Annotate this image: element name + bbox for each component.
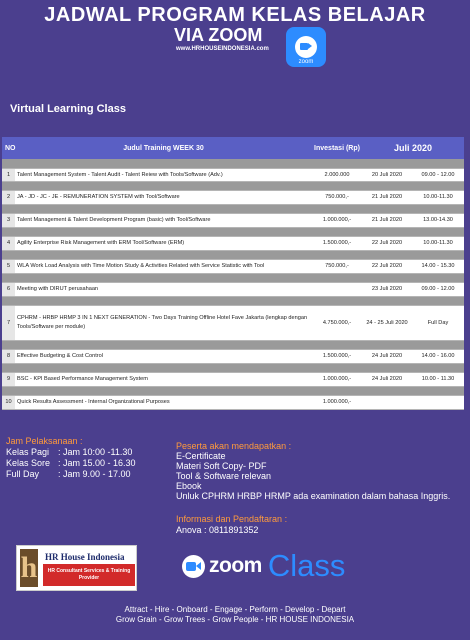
cell-time: Full Day bbox=[412, 305, 464, 340]
cell-title: BSC - KPI Based Performance Management System bbox=[15, 372, 312, 386]
table-row bbox=[2, 305, 464, 340]
hours-item bbox=[6, 447, 136, 458]
website-link[interactable]: www.HRHOUSEINDONESIA.com bbox=[176, 46, 269, 52]
table-row bbox=[2, 282, 464, 296]
cell-investasi: 4.750.000,- bbox=[312, 305, 362, 340]
table-row bbox=[2, 168, 464, 181]
cell-time: 09.00 - 12.00 bbox=[412, 168, 464, 181]
table-row bbox=[2, 236, 464, 250]
hr-logo-name: HR House Indonesia bbox=[45, 552, 125, 562]
page-title-line2: VIA ZOOM bbox=[174, 25, 263, 45]
cell-investasi: 1.500.000,- bbox=[312, 236, 362, 250]
col-header-title: Judul Training WEEK 30 bbox=[15, 137, 312, 159]
cell-date: 24 Juli 2020 bbox=[362, 349, 412, 363]
cell-title: CPHRM - HRBP HRMP 3 IN 1 NEXT GENERATION - Two Days Training Offline Hotel Fave Jakarta (lengkap dengan Tools/Software per module) bbox=[15, 305, 312, 340]
cell-title: Effective Budgeting & Cost Control bbox=[15, 349, 312, 363]
hr-house-logo bbox=[16, 545, 137, 591]
cell-investasi: 1.500.000,- bbox=[312, 349, 362, 363]
cell-time: 10.00-11.30 bbox=[412, 190, 464, 204]
benefit-item: Unluk CPHRM HRBP HRMP ada examination dalam bahasa Inggris. bbox=[176, 491, 451, 501]
cell-investasi: 1.000.000,- bbox=[312, 372, 362, 386]
table-row bbox=[2, 190, 464, 204]
cell-investasi bbox=[312, 282, 362, 296]
registration-info bbox=[176, 514, 287, 536]
footer bbox=[0, 605, 470, 625]
hours-item bbox=[6, 469, 136, 480]
cell-title: Talent Management System - Talent Audit - Talent Reiew with Tools/Software (Adv.) bbox=[15, 168, 312, 181]
cell-title: Agility Enterprise Risk Management with ERM Tool/Software (ERM) bbox=[15, 236, 312, 250]
hours-value: : Jam 10:00 -11.30 bbox=[58, 447, 133, 457]
zoom-app-icon bbox=[286, 27, 326, 67]
section-subtitle: Virtual Learning Class bbox=[10, 103, 126, 115]
cell-no: 7 bbox=[2, 305, 15, 340]
cell-title: Meeting with DIRUT perusahaan bbox=[15, 282, 312, 296]
cell-title: Quick Results Assessment - Internal Organizational Purposes bbox=[15, 395, 312, 409]
cell-title: Talent Management & Talent Development Program (basic) with Tool/Software bbox=[15, 213, 312, 227]
cell-title: WLA Work Load Analysis with Time Motion Study & Activities Related with Service Statistic with Tool bbox=[15, 259, 312, 273]
cell-date: 22 Juli 2020 bbox=[362, 259, 412, 273]
benefits-heading: Peserta akan mendapatkan : bbox=[176, 441, 292, 451]
col-header-investasi: Investasi (Rp) bbox=[312, 137, 362, 159]
cell-investasi: 1.000.000,- bbox=[312, 213, 362, 227]
footer-line1: Attract - Hire - Onboard - Engage - Perform - Develop - Depart bbox=[124, 605, 346, 614]
cell-no: 4 bbox=[2, 236, 15, 250]
cell-date: 24 - 25 Juli 2020 bbox=[362, 305, 412, 340]
cell-date: 22 Juli 2020 bbox=[362, 236, 412, 250]
table-row bbox=[2, 395, 464, 409]
page-title: JADWAL PROGRAM KELAS BELAJAR bbox=[44, 4, 426, 26]
hr-logo-letter: h bbox=[20, 549, 38, 587]
cell-date: 20 Juli 2020 bbox=[362, 168, 412, 181]
table-row bbox=[2, 349, 464, 363]
cell-investasi: 750.000,- bbox=[312, 190, 362, 204]
hours-label: Kelas Sore bbox=[6, 458, 51, 468]
table-row bbox=[2, 259, 464, 273]
benefit-item: Materi Soft Copy- PDF bbox=[176, 461, 267, 471]
cell-date: 21 Juli 2020 bbox=[362, 190, 412, 204]
cell-investasi: 2.000.000 bbox=[312, 168, 362, 181]
cell-no: 6 bbox=[2, 282, 15, 296]
hr-logo-tagline: HR Consultant Services & Training Provider bbox=[43, 564, 135, 586]
hours-value: : Jam 15.00 - 16.30 bbox=[58, 458, 136, 468]
table-header-row bbox=[2, 137, 464, 159]
cell-date: 23 Juli 2020 bbox=[362, 282, 412, 296]
cell-no: 1 bbox=[2, 168, 15, 181]
hours-label: Kelas Pagi bbox=[6, 447, 50, 457]
schedule-table bbox=[2, 137, 464, 410]
cell-no: 5 bbox=[2, 259, 15, 273]
benefits-section bbox=[176, 441, 450, 501]
cell-no: 3 bbox=[2, 213, 15, 227]
video-camera-icon bbox=[295, 36, 317, 58]
benefit-item: Ebook bbox=[176, 481, 202, 491]
zoom-wordmark: zoom bbox=[209, 554, 262, 577]
cell-no: 10 bbox=[2, 395, 15, 409]
cell-no: 9 bbox=[2, 372, 15, 386]
table-row bbox=[2, 372, 464, 386]
cell-time bbox=[412, 395, 464, 409]
schedule-hours-heading: Jam Pelaksanaan : bbox=[6, 436, 83, 446]
cell-title: JA - JD - JC - JE - REMUNERATION SYSTEM with Tool/Software bbox=[15, 190, 312, 204]
hours-value: : Jam 9.00 - 17.00 bbox=[58, 469, 131, 479]
cell-date: 21 Juli 2020 bbox=[362, 213, 412, 227]
cell-time: 14.00 - 15.30 bbox=[412, 259, 464, 273]
cell-time: 09.00 - 12.00 bbox=[412, 282, 464, 296]
benefit-item: Tool & Software relevan bbox=[176, 471, 272, 481]
contact-phone[interactable]: Anova : 0811891352 bbox=[176, 525, 259, 535]
zoom-camera-icon bbox=[182, 555, 205, 578]
col-header-month: Juli 2020 bbox=[362, 137, 464, 159]
registration-heading: Informasi dan Pendaftaran : bbox=[176, 514, 288, 524]
zoom-class-logo bbox=[182, 548, 345, 584]
cell-no: 8 bbox=[2, 349, 15, 363]
cell-investasi: 750.000,- bbox=[312, 259, 362, 273]
col-header-no: NO bbox=[2, 137, 15, 159]
class-wordmark: Class bbox=[267, 548, 346, 583]
schedule-hours bbox=[6, 436, 136, 480]
hours-item bbox=[6, 458, 136, 469]
cell-investasi: 1.000.000,- bbox=[312, 395, 362, 409]
hours-label: Full Day bbox=[6, 469, 40, 479]
cell-date: 24 Juli 2020 bbox=[362, 372, 412, 386]
benefit-item: E-Certificate bbox=[176, 451, 226, 461]
zoom-badge-label: zoom bbox=[298, 59, 314, 65]
cell-date bbox=[362, 395, 412, 409]
footer-line2: Grow Grain - Grow Trees - Grow People - HR HOUSE INDONESIA bbox=[115, 615, 355, 624]
table-row bbox=[2, 213, 464, 227]
cell-time: 13.00-14.30 bbox=[412, 213, 464, 227]
cell-time: 10.00-11.30 bbox=[412, 236, 464, 250]
cell-no: 2 bbox=[2, 190, 15, 204]
cell-time: 10.00 - 11.30 bbox=[412, 372, 464, 386]
cell-time: 14.00 - 16.00 bbox=[412, 349, 464, 363]
